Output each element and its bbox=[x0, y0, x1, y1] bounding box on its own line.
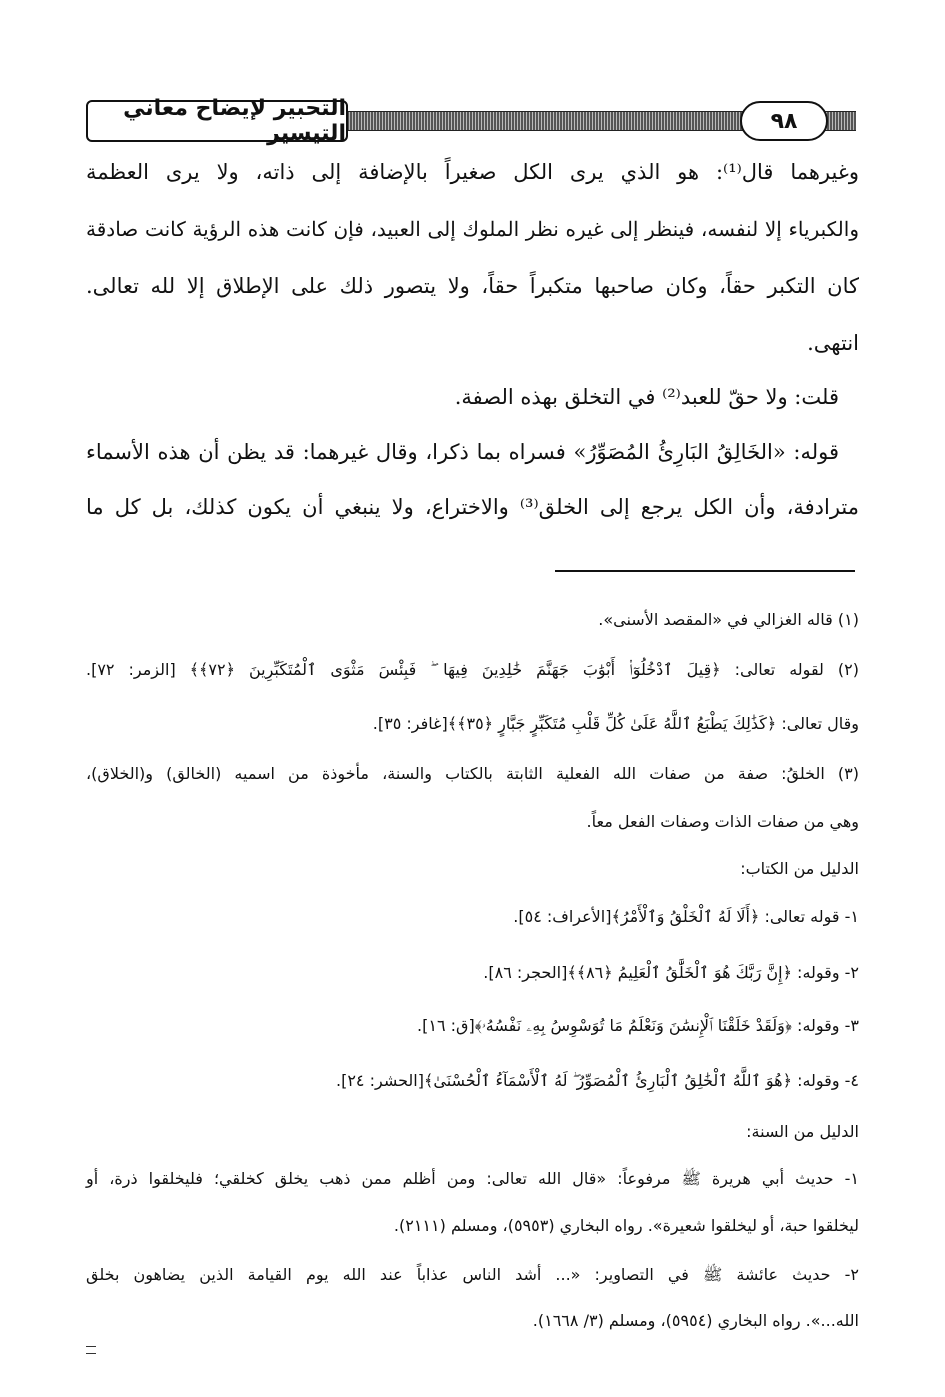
body-line: انتهى. bbox=[807, 331, 859, 355]
page-header bbox=[86, 98, 856, 144]
book-title: التحبير لإيضاح معاني التيسير bbox=[86, 100, 348, 142]
body-line: والكبرياء إلا لنفسه، فينظر إلى غيره نظر الملوك إلى العبيد، فإن كانت هذه الرؤية كانت صادقة bbox=[86, 217, 859, 241]
page-number: ٩٨ bbox=[740, 101, 828, 141]
footnote-line: ٤- وقوله: ﴿هُوَ ٱللَّهُ ٱلْخَٰلِقُ ٱلْبَارِئُ ٱلْمُصَوِّرُ ۖ لَهُ ٱلْأَسْمَآءُ ٱلْحُسْنَىٰ﴾[الحشر: ٢٤]. bbox=[336, 1071, 859, 1090]
body-line: قوله: «الخَالِقُ البَارِئُ المُصَوِّرُ» فسراه بما ذكرا، وقال غيرهما: قد يظن أن هذه الأسماء bbox=[86, 440, 839, 464]
footnote-line: ليخلقوا حبة، أو ليخلقوا شعيرة». رواه البخاري (٥٩٥٣)، ومسلم (٢١١١). bbox=[393, 1216, 859, 1235]
footnote-line: الدليل من الكتاب: bbox=[740, 859, 859, 878]
footnote-line: (١) قاله الغزالي في «المقصد الأسنى». bbox=[598, 610, 859, 629]
footnote-separator bbox=[555, 570, 855, 572]
footnote-line: (٣) الخلقُ: صفة من صفات الله الفعلية الثابتة بالكتاب والسنة، مأخوذة من اسميه (الخالق) و(الخلاق)، bbox=[86, 764, 859, 783]
body-line: قلت: ولا حقّ للعبد⁽²⁾ في التخلق بهذه الصفة. bbox=[454, 385, 839, 409]
footnote-line: ٢- حديث عائشة ﷺ في التصاوير: «... أشد الناس عذاباً عند الله يوم القيامة الذين يضاهون بخلق bbox=[86, 1265, 859, 1284]
footnote-line: (٢) لقوله تعالى: ﴿قِيلَ ٱدْخُلُوٓا۟ أَبْوَٰبَ جَهَنَّمَ خَٰلِدِينَ فِيهَا ۖ فَبِئْسَ مَثْوَى ٱلْمُتَكَبِّرِينَ ﴿٧٢﴾﴾ [الزمر: ٧٢]. bbox=[86, 660, 859, 679]
footnote-line: الله...». رواه البخاري (٥٩٥٤)، ومسلم (٣/ ١٦٦٨). bbox=[532, 1311, 859, 1330]
footnote-line: ٣- وقوله: ﴿وَلَقَدْ خَلَقْنَا ٱلْإِنسَٰنَ وَنَعْلَمُ مَا تُوَسْوِسُ بِهِۦ نَفْسُهُۥ﴾[ق: ١٦]. bbox=[417, 1016, 859, 1035]
footnote-line: وهي من صفات الذات وصفات الفعل معاً. bbox=[586, 812, 859, 831]
footnote-line: وقال تعالى: ﴿كَذَٰلِكَ يَطْبَعُ ٱللَّهُ عَلَىٰ كُلِّ قَلْبِ مُتَكَبِّرٍ جَبَّارٍ ﴿٣٥﴾﴾[غافر: ٣٥]. bbox=[372, 714, 859, 733]
body-line: وغيرهما قال⁽¹⁾: هو الذي يرى الكل صغيراً بالإضافة إلى ذاته، ولا يرى العظمة bbox=[86, 160, 859, 184]
footnote-line: ١- قوله تعالى: ﴿أَلَا لَهُ ٱلْخَلْقُ وَٱلْأَمْرُ﴾[الأعراف: ٥٤]. bbox=[513, 907, 859, 926]
footnote-line: ٢- وقوله: ﴿إِنَّ رَبَّكَ هُوَ ٱلْخَلَّٰقُ ٱلْعَلِيمُ ﴿٨٦﴾﴾[الحجر: ٨٦]. bbox=[483, 963, 859, 982]
page-mark bbox=[86, 1346, 96, 1354]
footnote-line: الدليل من السنة: bbox=[746, 1122, 859, 1141]
body-line: مترادفة، وأن الكل يرجع إلى الخلق⁽³⁾ والاختراع، ولا ينبغي أن يكون كذلك، بل كل ما bbox=[86, 495, 859, 519]
footnote-line: ١- حديث أبي هريرة ﷺ مرفوعاً: «قال الله تعالى: ومن أظلم ممن ذهب يخلق كخلقي؛ فليخلقوا ذرة، أو bbox=[86, 1169, 859, 1188]
body-line: كان التكبر حقاً، وكان صاحبها متكبراً حقاً، ولا يتصور ذلك على الإطلاق إلا لله تعالى. bbox=[86, 274, 859, 298]
